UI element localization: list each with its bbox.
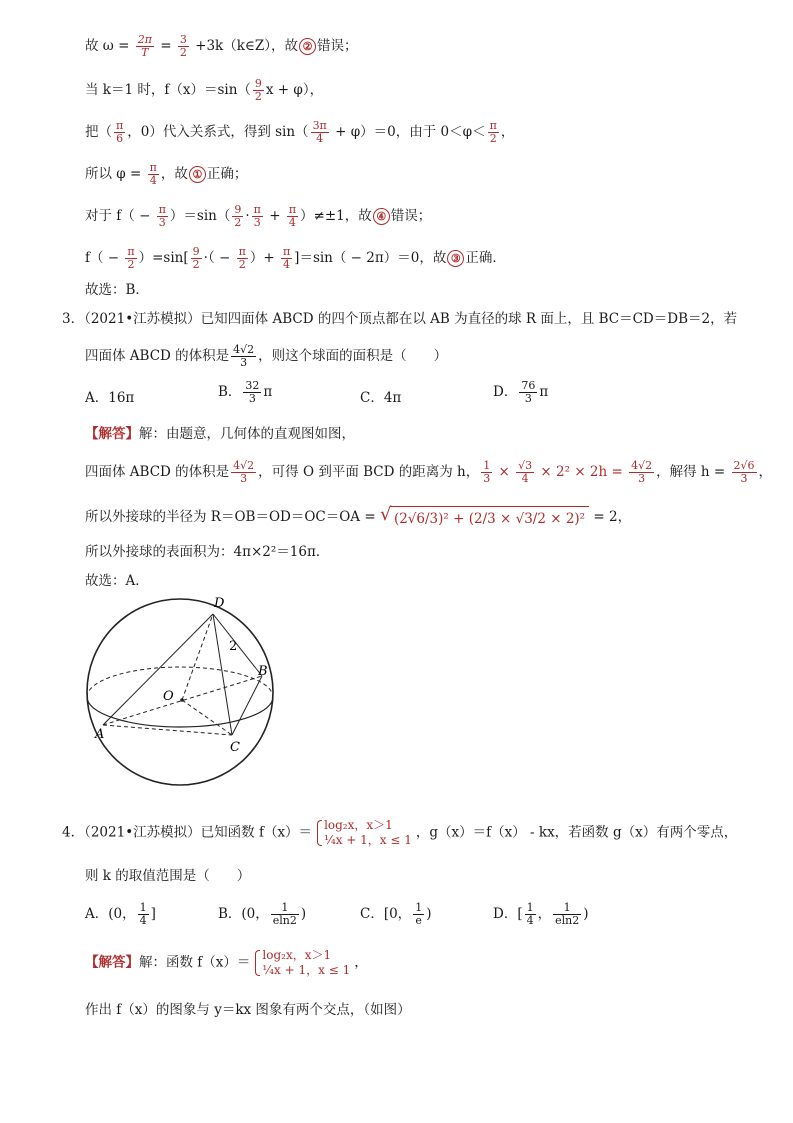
q2-answer: 故选：B． (85, 282, 149, 298)
label-O: O (163, 689, 174, 704)
label-C: C (230, 740, 240, 755)
q4-solution-line-1: 【解答】解：函数 f（x）＝ log₂x，x＞1 ¼x + 1，x ≤ 1 ， (85, 948, 368, 977)
q2-line-4: 所以 φ = $\frac{\pi}{4}$ ，故 ① 正确； (85, 161, 248, 187)
edge-DB (213, 614, 262, 676)
q2-line-1: 故 ω = $\frac{2\pi}{T}$ = $\frac{3}{2}$ +3k（k∈Z），故 ② 错误； (85, 33, 358, 59)
q2-line-3: 把（ $\frac{\pi}{6}$ ，0）代入关系式，得到 sin（ $\frac{3\pi}{4}$ + φ）＝0，由于 0＜φ＜ $\frac{\pi}{2}$ ， (85, 119, 515, 145)
q4-choice-b: B．(0， $\frac{1}{eln2}$ ) (218, 901, 307, 927)
edge-BC (232, 676, 262, 735)
sphere-tetrahedron-figure (80, 592, 300, 797)
label-D: D (214, 596, 225, 611)
q3-solution-line-1: 【解答】解：由题意，几何体的直观图如图， (85, 426, 355, 442)
label-A: A (95, 727, 105, 742)
q2-line-5: 对于 f（ − $\frac{\pi}{3}$ ）＝sin（ $\frac{9}{2}$ · $\frac{\pi}{3}$ + $\frac{\pi}{4}$ ）≠±1，故 ④ 错误； (85, 203, 432, 229)
circled-1: ① (189, 166, 206, 183)
center-point (180, 698, 184, 702)
q3-stem-line-2: 四面体 ABCD 的体积是 $\frac{4√2}{3}$ ，则这个球面的面积是（ ） (85, 343, 448, 369)
piecewise-function: log₂x，x＞1 ¼x + 1，x ≤ 1 (316, 818, 412, 848)
q2-line-6: f（ − $\frac{\pi}{2}$ ）=sin[ $\frac{9}{2}$ ·（ − $\frac{\pi}{2}$ ）+ $\frac{\pi}{4}$ ]＝sin（ − 2π）＝0，故 ③ 正确． (85, 245, 506, 271)
sphere-outline (87, 599, 273, 785)
circled-3: ③ (447, 250, 464, 267)
q3-answer: 故选：A． (85, 573, 149, 589)
q3-solution-line-4: 所以外接球的表面积为：4π×2²＝16π． (85, 544, 330, 560)
q4-stem-line-2: 则 k 的取值范围是（ ） (85, 868, 251, 884)
radius-radical: √ (2√6/3)² + (2/3 × √3/2 × 2)² (390, 506, 589, 529)
q3-stem-line-1: 3．（2021•江苏模拟）已知四面体 ABCD 的四个顶点都在以 AB 为直径的球 R 面上，且 BC＝CD＝DB＝2，若 (62, 311, 738, 327)
q3-choice-d: D． $\frac{76}{3}$ π (493, 379, 549, 405)
circled-2: ② (299, 38, 316, 55)
edge-OC (182, 700, 232, 735)
piecewise-function-solution: log₂x，x＞1 ¼x + 1，x ≤ 1 (254, 948, 350, 978)
q3-choice-c: C．4π (360, 390, 402, 406)
q4-stem-line-1: 4．（2021•江苏模拟）已知函数 f（x）＝ log₂x，x＞1 ¼x + 1，x ≤ 1 ，g（x）＝f（x） - kx，若函数 g（x）有两个零点， (62, 818, 738, 847)
q2-line-2: 当 k＝1 时，f（x）＝sin（ $\frac{9}{2}$ x + φ）， (85, 77, 324, 103)
q4-choice-c: C．[0， $\frac{1}{e}$ ) (360, 901, 432, 927)
q3-solution-line-3: 所以外接球的半径为 R＝OB＝OD＝OC＝OA = √ (2√6/3)² + (2/3 × √3/2 × 2)² = 2， (85, 506, 631, 529)
q3-choice-b: B． $\frac{32}{3}$ π (218, 379, 273, 405)
label-B: B (258, 664, 268, 679)
q3-solution-line-2: 四面体 ABCD 的体积是 $\frac{4√2}{3}$ ，可得 O 到平面 BCD 的距离为 h， $\frac{1}{3}$ × $\frac{√3}{4}$ × 2² × 2h = $\frac{4√2}{3}$ ，解得 h = $\frac{2√6}{3}$ ， (85, 459, 773, 485)
equator-back (87, 667, 273, 697)
q4-solution-line-2: 作出 f（x）的图象与 y＝kx 图象有两个交点，（如图） (85, 1002, 411, 1018)
circled-4: ④ (373, 208, 390, 225)
edge-DC (213, 614, 232, 735)
q4-choice-a: A．(0， $\frac{1}{4}$ ] (85, 901, 156, 927)
edge-OD (182, 614, 213, 700)
q3-choice-a: A．16π (85, 390, 135, 406)
label-edge-length: 2 (229, 639, 238, 654)
q4-choice-d: D．[ $\frac{1}{4}$ ， $\frac{1}{eln2}$ ) (493, 901, 589, 927)
